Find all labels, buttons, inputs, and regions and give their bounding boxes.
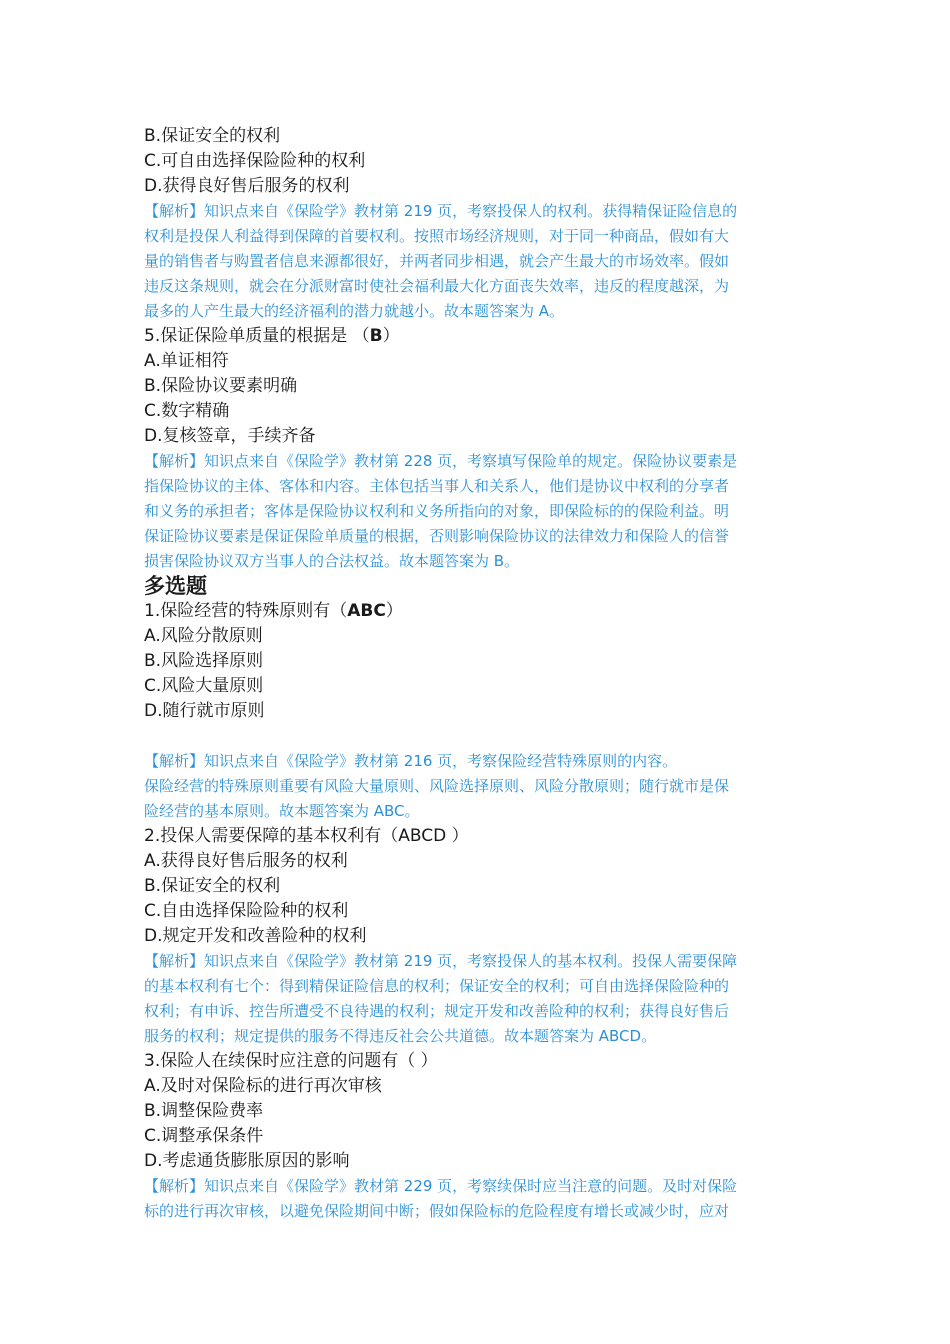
m1-option-a: A.风险分散原则 — [144, 626, 263, 646]
m1-stem: 1.保险经营的特殊原则有（ABC） — [144, 601, 403, 621]
m1-explanation: 【解析】知识点来自《保险学》教材第 216 页，考察保险经营特殊原则的内容。 保险经营的特殊原则重要有风险大量原则、风险选择原则、风险分散原则；随行就市是保 险经营的基本原则。故本题答案为 ABC。 — [144, 752, 730, 820]
q4-option-d: D.获得良好售后服务的权利 — [144, 176, 350, 196]
m2-stem: 2.投保人需要保障的基本权利有（ABCD ） — [144, 826, 469, 846]
blank-line — [144, 724, 808, 749]
m2-option-d: D.规定开发和改善险种的权利 — [144, 926, 367, 946]
m1-answer: ABC — [347, 601, 386, 621]
m3-explanation: 【解析】知识点来自《保险学》教材第 229 页，考察续保时应当注意的问题。及时对保险 标的进行再次审核，以避免保险期间中断；假如保险标的危险程度有增长或减少时，应对 — [144, 1177, 738, 1220]
m1-option-b: B.风险选择原则 — [144, 651, 264, 671]
q4-option-c: C.可自由选择保险险种的权利 — [144, 151, 366, 171]
m1-option-d: D.随行就市原则 — [144, 701, 265, 721]
q5-explanation: 【解析】知识点来自《保险学》教材第 228 页，考察填写保险单的规定。保险协议要素是 指保险协议的主体、客体和内容。主体包括当事人和关系人，他们是协议中权利的分享者 和义务的承担者；客体是保险协议权利和义务所指向的对象，即保险标的的保险利益。明 保证险协议要素是保证保险单质量的根据，否则影响保险协议的法律效力和保险人的信誉 损害保险协议双方当事人的合法权益。故本题答案为 B。 — [144, 452, 738, 570]
q4-explanation: 【解析】知识点来自《保险学》教材第 219 页，考察投保人的权利。获得精保证险信息的 权利是投保人利益得到保障的首要权利。按照市场经济规则，对于同一种商品，假如有大 量的销售者与购置者信息来源都很好，并两者同步相遇，就会产生最大的市场效率。假如 违反这条规则，就会在分派财富时使社会福利最大化方面丧失效率，违反的程度越深，为 最多的人产生最大的经济福利的潜力就越小。故本题答案为 A。 — [144, 202, 738, 320]
m3-option-b: B.调整保险费率 — [144, 1101, 264, 1121]
m2-explanation: 【解析】知识点来自《保险学》教材第 219 页，考察投保人的基本权利。投保人需要保障 的基本权利有七个：得到精保证险信息的权利；保证安全的权利；可自由选择保险险种的 权利；有申诉、控告所遭受不良待遇的权利；规定开发和改善险种的权利；获得良好售后 服务的权利；规定提供的服务不得违反社会公共道德。故本题答案为 ABCD。 — [144, 952, 738, 1045]
q5-option-c: C.数字精确 — [144, 401, 230, 421]
m3-option-d: D.考虑通货膨胀原因的影响 — [144, 1151, 350, 1171]
m3-option-c: C.调整承保条件 — [144, 1126, 264, 1146]
document-page — [144, 124, 808, 1224]
m3-stem: 3.保险人在续保时应注意的问题有（ ） — [144, 1051, 438, 1071]
q5-option-d: D.复核签章，手续齐备 — [144, 426, 316, 446]
q5-option-a: A.单证相符 — [144, 351, 229, 371]
m1-option-c: C.风险大量原则 — [144, 676, 264, 696]
m2-option-a: A.获得良好售后服务的权利 — [144, 851, 348, 871]
m2-option-c: C.自由选择保险险种的权利 — [144, 901, 349, 921]
section-title: 多选题 — [144, 574, 207, 598]
q5-stem: 5.保证保险单质量的根据是 （B） — [144, 326, 400, 346]
q5-answer: B — [369, 326, 383, 346]
q5-option-b: B.保险协议要素明确 — [144, 376, 298, 396]
m3-option-a: A.及时对保险标的进行再次审核 — [144, 1076, 382, 1096]
q4-option-b: B.保证安全的权利 — [144, 126, 281, 146]
m2-option-b: B.保证安全的权利 — [144, 876, 281, 896]
